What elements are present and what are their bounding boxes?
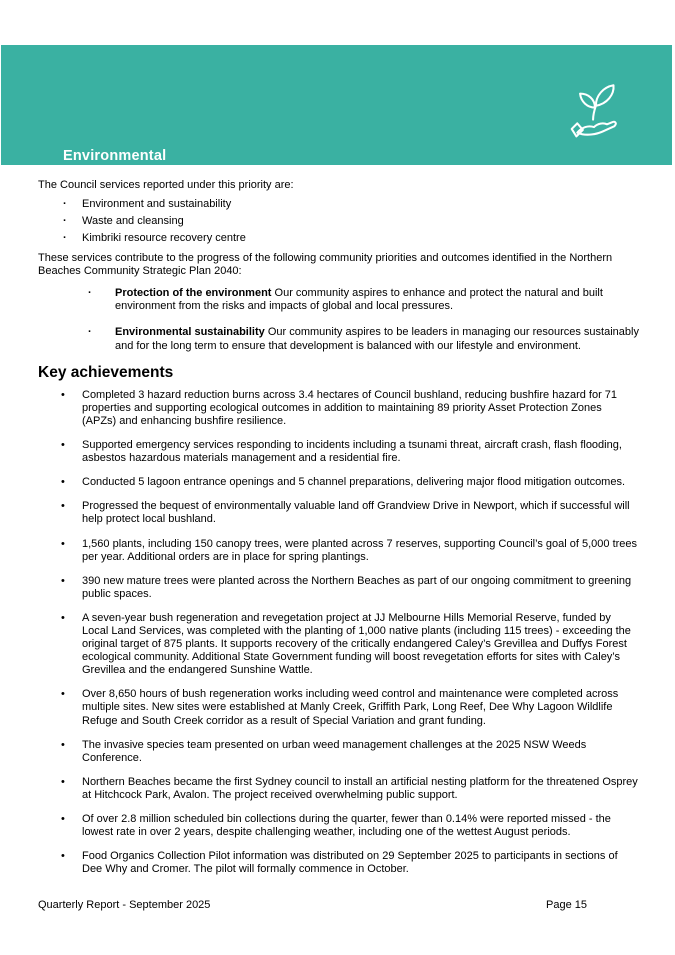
list-item: • Of over 2.8 million scheduled bin collections during the quarter, fewer than 0.14% were reported missed - the lowest rate in over 2 years, despite challenging weather, including one of the wettest August periods.	[38, 813, 639, 839]
services-list	[38, 196, 639, 247]
list-item: • The invasive species team presented on urban weed management challenges at the 2025 NSW Weeds Conference.	[38, 739, 639, 765]
list-item	[38, 326, 639, 352]
list-item: · Kimbriki resource recovery centre	[38, 230, 639, 247]
section-banner	[1, 45, 672, 165]
list-item: • Northern Beaches became the first Sydney council to install an artificial nesting platform for the threatened Osprey at Hitchcock Park, Avalon. The project received overwhelming public support.	[38, 776, 639, 802]
intro-paragraph: The Council services reported under this priority are:	[38, 179, 294, 191]
hand-holding-plant-icon	[568, 81, 620, 149]
list-item: • 1,560 plants, including 150 canopy trees, were planted across 7 reserves, supporting Council’s goal of 5,000 trees per year. Additional orders are in place for spring plantings.	[38, 538, 639, 564]
list-item: • Supported emergency services responding to incidents including a tsunami threat, aircraft crash, flash flooding, asbestos hazardous materials management and a residential fire.	[38, 439, 639, 465]
list-item: • Over 8,650 hours of bush regeneration works including weed control and maintenance were completed across multiple sites. New sites were established at Manly Creek, Griffith Park, Long Reef, Dee Why Lagoon Wildlife Refuge and South Creek corridor as a result of Special Variation and grant funding.	[38, 688, 639, 727]
achievements-list	[38, 389, 639, 877]
list-item: • A seven-year bush regeneration and revegetation project at JJ Melbourne Hills Memorial Reserve, funded by Local Land Services, was completed with the planting of 1,000 native plants (including 115 trees) - exceeding the original target of 875 plants. It supports recovery of the critically endangered Caley’s Grevillea and Duffys Forest ecological community. Additional State Government funding will boost revegetation efforts for sites with Caley’s Grevillea and the endangered Sunshine Wattle.	[38, 612, 639, 677]
list-item: • Food Organics Collection Pilot information was distributed on 29 September 2025 to participants in sections of Dee Why and Cromer. The pilot will formally commence in October.	[38, 850, 639, 876]
priority-title: Protection of the environment	[115, 287, 272, 300]
key-achievements-heading: Key achievements	[38, 363, 174, 381]
list-item: · Waste and cleansing	[38, 213, 639, 230]
priority-text: Our community aspires to enhance and protect the natural and built environment from the risks and impacts of global and local pressures.	[115, 287, 603, 313]
list-item	[38, 287, 639, 313]
list-item: · Environment and sustainability	[38, 196, 639, 213]
list-item: • Conducted 5 lagoon entrance openings and 5 channel preparations, delivering major flood mitigation outcomes.	[38, 476, 639, 489]
list-item: • Progressed the bequest of environmentally valuable land off Grandview Drive in Newport, which if successful will help protect local bushland.	[38, 500, 639, 526]
list-item: • Completed 3 hazard reduction burns across 3.4 hectares of Council bushland, reducing bushfire hazard for 71 properties and supporting ecological outcomes in addition to maintaining 89 priority Asset Protection Zones (APZs) and enhancing bushfire resilience.	[38, 389, 639, 428]
footer-page-number: Page 15	[546, 899, 587, 911]
priority-title: Environmental sustainability	[115, 326, 265, 339]
strategic-plan-paragraph: These services contribute to the progress of the following community priorities and outcomes identified in the Northern Beaches Community Strategic Plan 2040:	[38, 252, 613, 278]
list-item: • 390 new mature trees were planted across the Northern Beaches as part of our ongoing commitment to greening public spaces.	[38, 575, 639, 601]
section-title: Environmental	[63, 148, 167, 164]
footer-report-title: Quarterly Report - September 2025	[38, 899, 211, 911]
document-body	[38, 179, 639, 887]
page-footer	[38, 899, 587, 911]
priorities-list	[38, 287, 639, 352]
priority-text: Our community aspires to be leaders in managing our resources sustainably and for the long term to ensure that development is balanced with our lifestyle and environment.	[115, 326, 639, 352]
